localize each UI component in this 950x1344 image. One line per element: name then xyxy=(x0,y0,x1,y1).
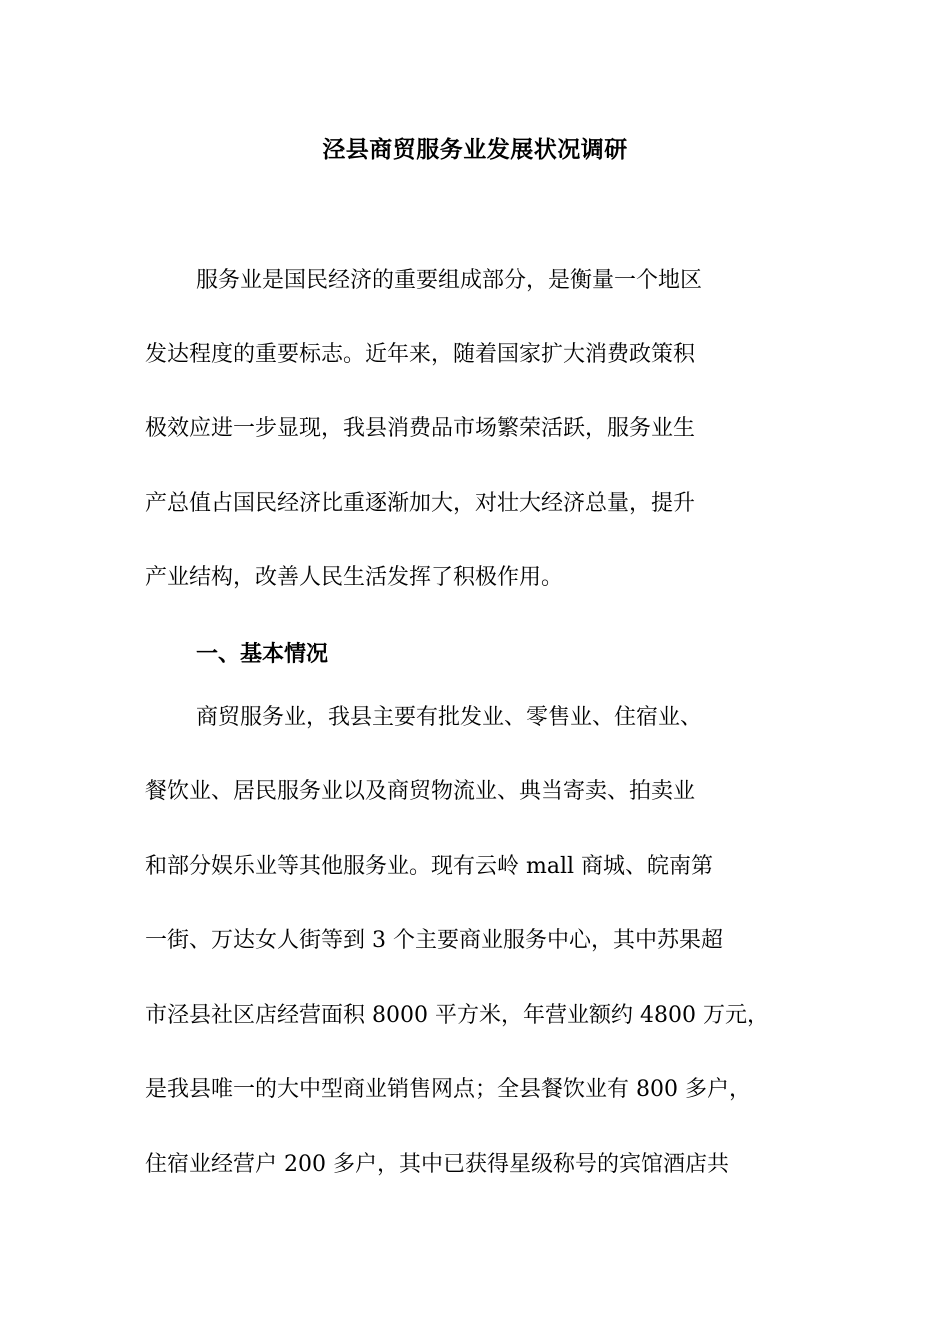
section-line-4: 一街、万达女人街等到 3 个主要商业服务中心，其中苏果超 xyxy=(145,928,723,953)
section-line-5: 市泾县社区店经营面积 8000 平方米，年营业额约 4800 万元， xyxy=(145,1003,769,1028)
section-line-3: 和部分娱乐业等其他服务业。现有云岭 mall 商城、皖南第 xyxy=(145,854,714,879)
intro-line-2: 发达程度的重要标志。近年来，随着国家扩大消费政策积 xyxy=(145,342,696,367)
intro-line-4: 产总值占国民经济比重逐渐加大，对壮大经济总量，提升 xyxy=(145,491,696,516)
section-line-7: 住宿业经营户 200 多户，其中已获得星级称号的宾馆酒店共 xyxy=(145,1152,729,1177)
intro-line-1: 服务业是国民经济的重要组成部分，是衡量一个地区 xyxy=(196,268,703,293)
intro-line-3: 极效应进一步显现，我县消费品市场繁荣活跃，服务业生 xyxy=(145,416,696,441)
section-line-6: 是我县唯一的大中型商业销售网点；全县餐饮业有 800 多户， xyxy=(145,1077,751,1102)
section-line-2: 餐饮业、居民服务业以及商贸物流业、典当寄卖、拍卖业 xyxy=(145,779,696,804)
section-heading: 一、基本情况 xyxy=(196,641,329,667)
document-title: 泾县商贸服务业发展状况调研 xyxy=(322,136,628,163)
intro-line-5: 产业结构，改善人民生活发挥了积极作用。 xyxy=(145,565,564,590)
section-line-1: 商贸服务业，我县主要有批发业、零售业、住宿业、 xyxy=(196,705,703,730)
